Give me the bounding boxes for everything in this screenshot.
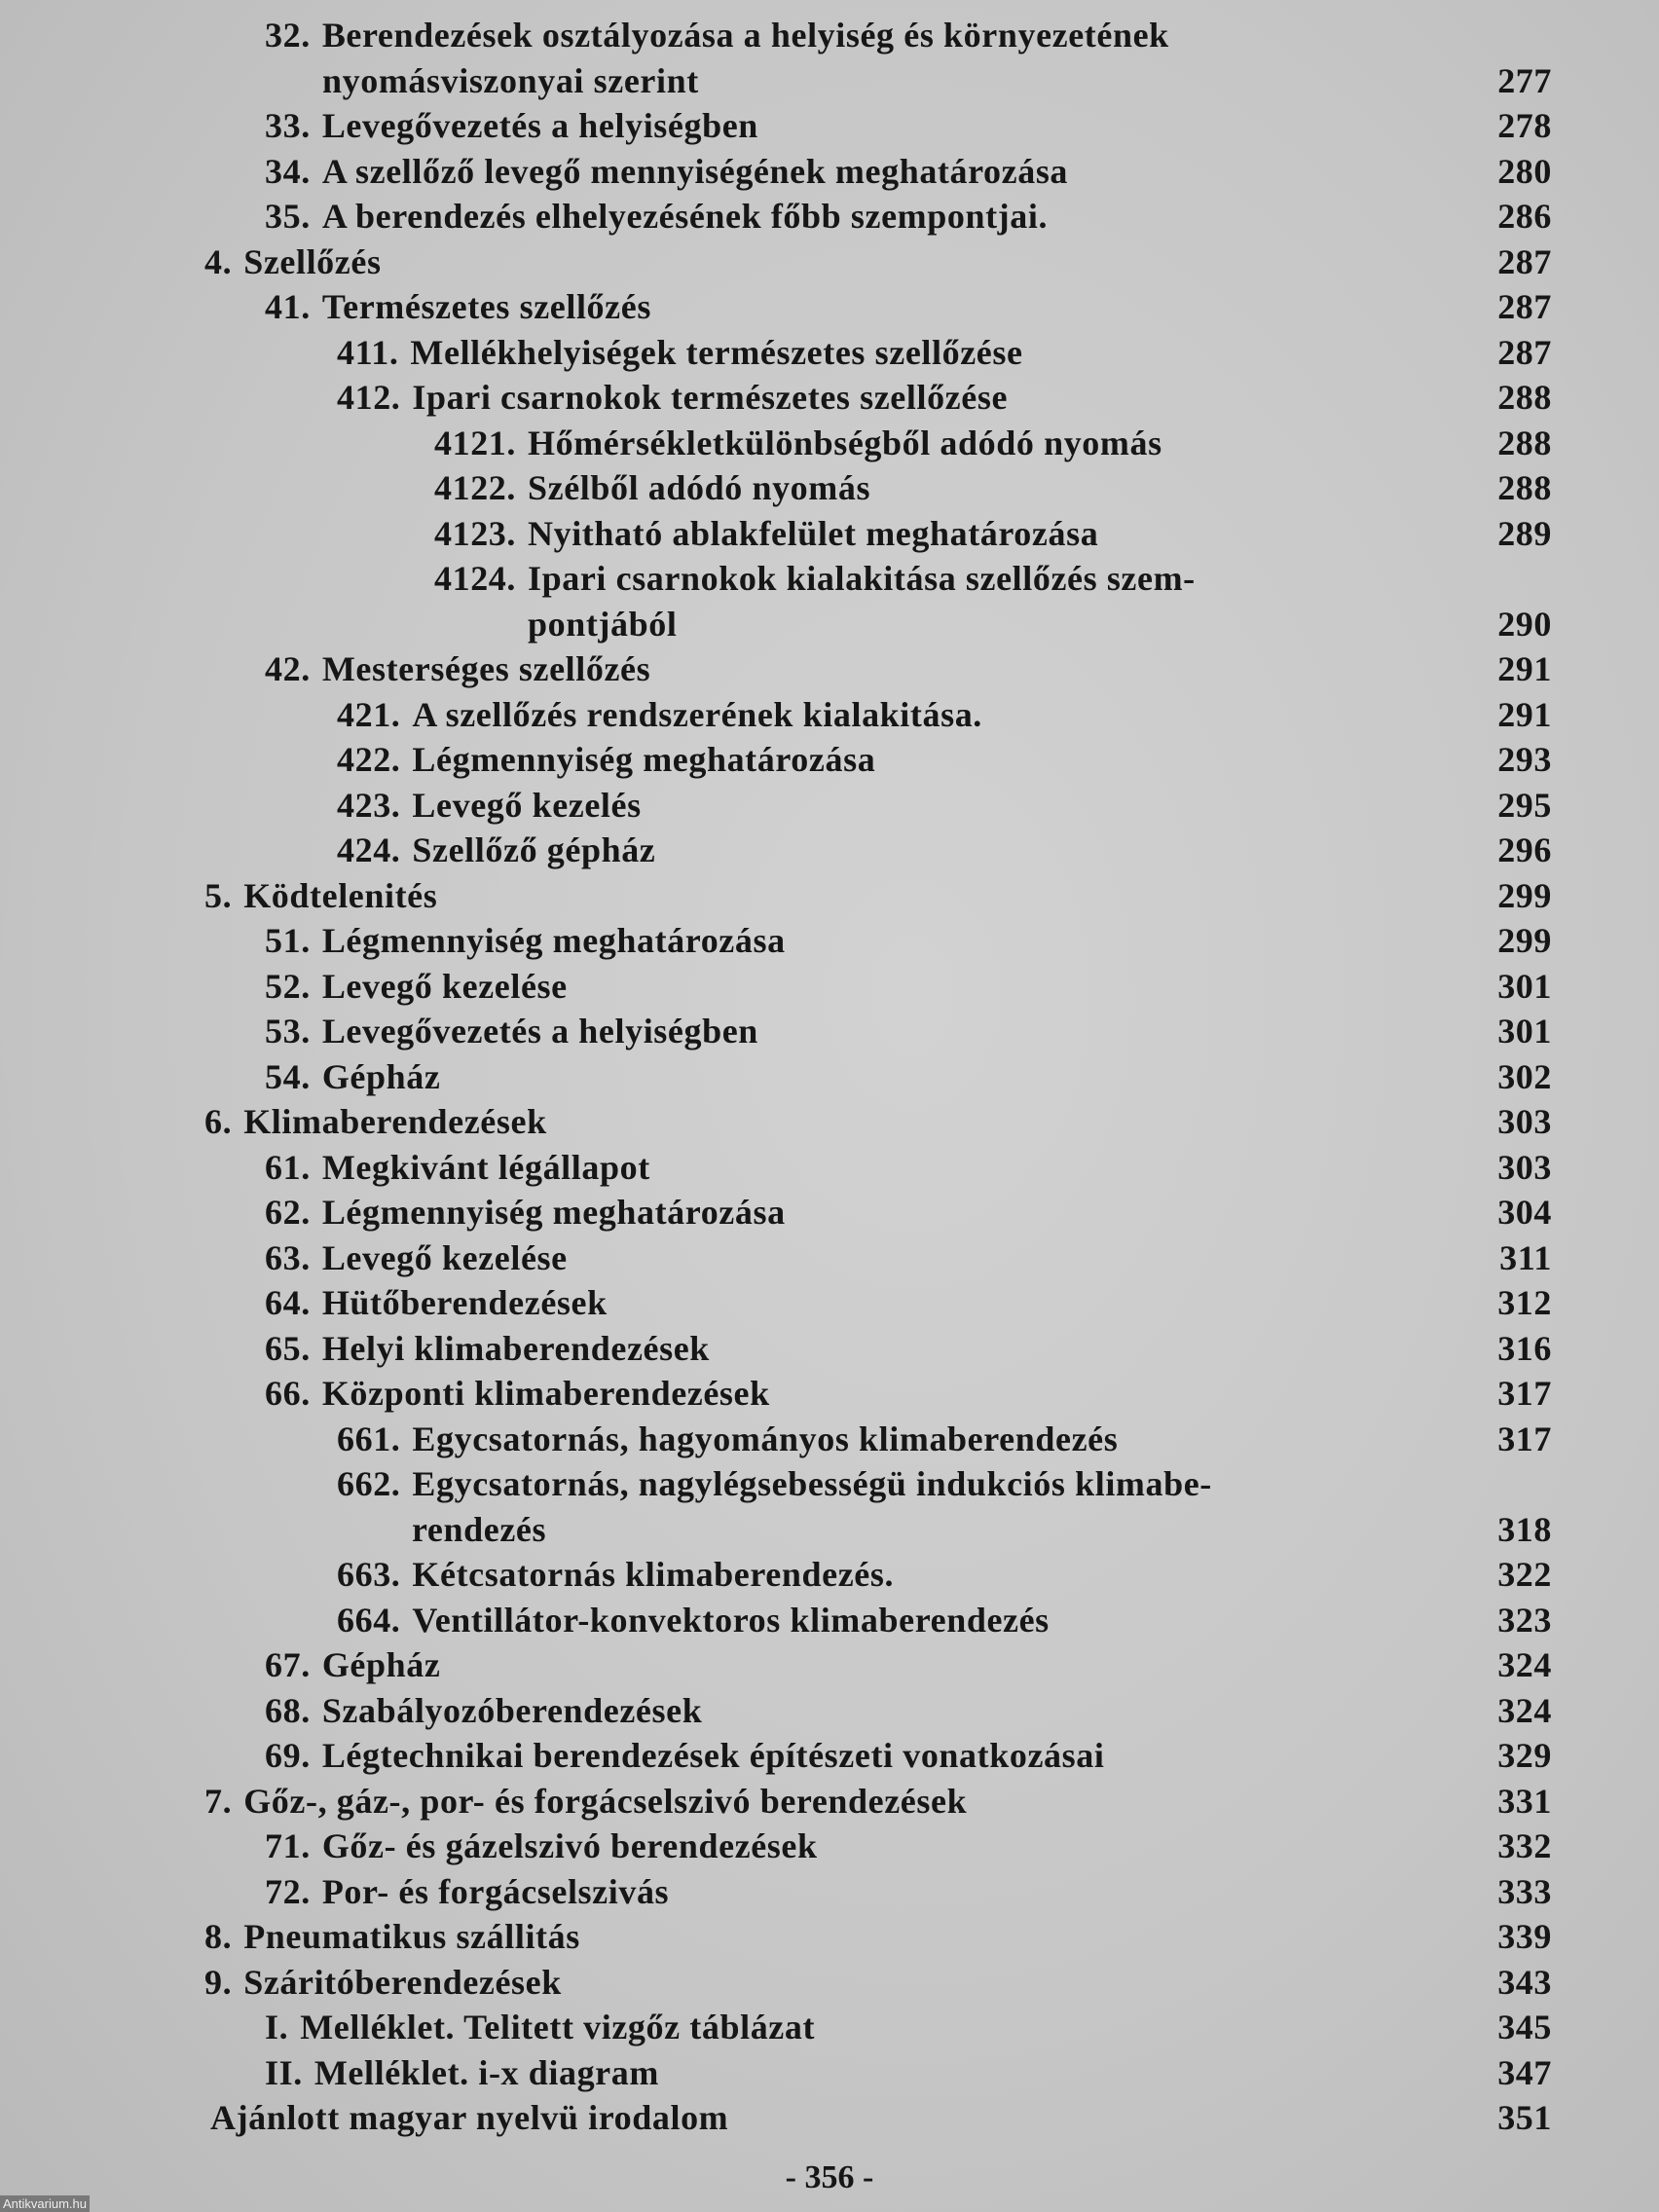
toc-entry-number: 41. (265, 287, 311, 326)
dot-leader (663, 285, 1437, 328)
toc-entry-title: Nyitható ablakfelület meghatározása (528, 513, 1099, 553)
toc-entry-title: Légmennyiség meghatározása (412, 740, 876, 779)
dot-leader (579, 1236, 1437, 1279)
toc-entry-page: 331 (1497, 1781, 1552, 1821)
dot-leader (453, 1055, 1437, 1098)
toc-entry-title: Levegővezetés a helyiségben (321, 1012, 758, 1051)
toc-entry-number: 662. (337, 1464, 401, 1503)
dot-leader (1019, 376, 1437, 419)
toc-entry-page: 333 (1497, 1871, 1552, 1911)
toc-entry-page: 299 (1497, 921, 1552, 960)
dot-leader (978, 1780, 1437, 1823)
toc-entry-page: 303 (1497, 1102, 1552, 1141)
toc-entry-number: 5. (204, 875, 233, 915)
toc-entry-number: 661. (337, 1419, 401, 1458)
toc-entry-title: Mellékhelyiségek természetes szellőzése (410, 332, 1023, 372)
toc-entry-page: 322 (1497, 1555, 1552, 1594)
toc-entry-page: 302 (1497, 1056, 1552, 1096)
toc-entry-page: 277 (1497, 60, 1552, 100)
dot-leader (1060, 1599, 1437, 1641)
toc-entry-page: 288 (1497, 378, 1552, 417)
toc-entry-page: 324 (1497, 1645, 1552, 1684)
toc-entry-number: 54. (265, 1056, 311, 1096)
toc-entry-number: 51. (265, 921, 311, 960)
toc-entry-page: 295 (1497, 785, 1552, 825)
toc-entry-number: 4123. (434, 513, 516, 553)
toc-entry-title: Természetes szellőzés (321, 287, 651, 326)
toc-entry-number: 63. (265, 1237, 311, 1277)
dot-leader (740, 2096, 1437, 2139)
toc-entry-page: 296 (1497, 830, 1552, 869)
toc-entry-number: II. (265, 2052, 303, 2092)
toc-entry-page: 287 (1497, 241, 1552, 281)
toc-entry-number: 34. (265, 151, 311, 191)
toc-entry-number: 412. (337, 378, 401, 417)
dot-leader (1034, 331, 1437, 374)
dot-leader (453, 1643, 1437, 1686)
toc-entry-page: 317 (1497, 1419, 1552, 1458)
toc-entry-page: 304 (1497, 1193, 1552, 1232)
toc-entry-number: 68. (265, 1690, 311, 1730)
toc-entry-title: Megkivánt légállapot (321, 1147, 650, 1187)
dot-leader (671, 2051, 1437, 2094)
toc-entry-title: Szabályozóberendezések (321, 1690, 703, 1730)
toc-entry-number: 53. (265, 1012, 311, 1051)
toc-entry-number: 422. (337, 740, 401, 779)
dot-leader (905, 1553, 1437, 1596)
toc-entry-title: Melléklet. Telitett vizgőz táblázat (300, 2008, 816, 2046)
toc-entry-page: 288 (1497, 423, 1552, 462)
toc-entry-page: 287 (1497, 332, 1552, 372)
toc-entry-title: Szélből adódó nyomás (528, 468, 871, 507)
page-number-footer: - 356 - (785, 2159, 874, 2195)
toc-entry-title: A szellőzés rendszerének kialakitása. (412, 694, 982, 734)
toc-entry-page: 312 (1497, 1283, 1552, 1322)
toc-entry-continuation: rendezés (412, 1509, 547, 1549)
toc-entry-number: 6. (204, 1102, 233, 1141)
toc-entry-page: 323 (1497, 1600, 1552, 1640)
dot-leader (662, 647, 1437, 690)
toc-entry-page: 317 (1497, 1374, 1552, 1413)
toc-entry-number: 35. (265, 197, 311, 236)
toc-entry-number: 62. (265, 1193, 311, 1232)
dot-leader (1080, 150, 1437, 193)
toc-entry-number: 4122. (434, 468, 516, 507)
toc-entry-title: Mesterséges szellőzés (321, 649, 651, 688)
toc-entry-number: 67. (265, 1645, 311, 1684)
toc-entry-title: Ajánlott magyar nyelvü irodalom (210, 2098, 729, 2137)
dot-leader (827, 2006, 1437, 2048)
toc-entry-number: 8. (204, 1917, 233, 1956)
toc-entry-title: Ködtelenités (243, 875, 438, 915)
toc-entry-page: 287 (1497, 287, 1552, 326)
toc-entry-page: 345 (1497, 2008, 1552, 2046)
toc-entry-page: 278 (1497, 106, 1552, 145)
toc-entry-number: 424. (337, 830, 401, 869)
toc-entry-page: 316 (1497, 1328, 1552, 1368)
toc-entry-title: Klimaberendezések (243, 1102, 547, 1141)
toc-entry-page: 303 (1497, 1147, 1552, 1187)
toc-entry-number: 9. (204, 1962, 233, 2002)
toc-entry-number: 664. (337, 1600, 401, 1640)
dot-leader (770, 1010, 1437, 1052)
toc-entry-title: Gépház (321, 1645, 441, 1684)
dot-leader (579, 965, 1437, 1008)
toc-entry-title: Gépház (321, 1056, 441, 1096)
toc-entry-page: 351 (1497, 2098, 1552, 2137)
toc-entry-title: Kétcsatornás klimaberendezés. (412, 1555, 895, 1594)
dot-leader (667, 829, 1437, 871)
toc-entry-number: 61. (265, 1147, 311, 1187)
toc-entry-title: Légmennyiség meghatározása (321, 921, 786, 960)
toc-entry-number: 71. (265, 1826, 311, 1865)
toc-entry-title: Helyi klimaberendezések (321, 1328, 710, 1368)
toc-entry-page: 332 (1497, 1826, 1552, 1865)
toc-entry-page: 289 (1497, 513, 1552, 553)
dot-leader (770, 104, 1437, 147)
dot-leader (882, 466, 1437, 509)
dot-leader (559, 1100, 1437, 1143)
dot-leader (797, 919, 1437, 962)
dot-leader (1174, 422, 1437, 464)
toc-entry-page: 286 (1497, 197, 1552, 236)
watermark: Antikvarium.hu (0, 2195, 90, 2212)
dot-leader (592, 1915, 1437, 1958)
toc-entry-page: 280 (1497, 151, 1552, 191)
toc-entry-number: 65. (265, 1328, 311, 1368)
toc-entry-page: 290 (1497, 604, 1552, 644)
toc-entry-title: Levegő kezelése (321, 966, 568, 1006)
dot-leader (662, 1146, 1437, 1189)
toc-entry-page: 329 (1497, 1736, 1552, 1775)
dot-leader (688, 603, 1437, 645)
toc-entry-number: I. (265, 2008, 289, 2046)
toc-entry-number: 4121. (434, 423, 516, 462)
toc-entry-title: Egycsatornás, nagylégsebességü indukciós klimabe- (412, 1464, 1212, 1503)
toc-entry-page: 343 (1497, 1962, 1552, 2002)
toc-entry-title: Por- és forgácselszivás (321, 1871, 670, 1911)
toc-entry-title: Száritóberendezések (243, 1962, 562, 2002)
toc-entry-title: Gőz-, gáz-, por- és forgácselszivó berendezések (243, 1781, 968, 1821)
toc-entry-number: 411. (337, 332, 399, 372)
toc-entry (434, 557, 1552, 600)
toc-entry-title: Hütőberendezések (321, 1283, 608, 1322)
dot-leader (558, 1508, 1437, 1551)
toc-entry-page: 301 (1497, 1012, 1552, 1051)
dot-leader (887, 738, 1437, 781)
dot-leader (619, 1281, 1437, 1324)
toc-entry-page: 324 (1497, 1690, 1552, 1730)
toc-entry-page: 347 (1497, 2052, 1552, 2092)
toc-entry-number: 663. (337, 1555, 401, 1594)
toc-entry (265, 14, 1552, 56)
toc-entry-number: 72. (265, 1871, 311, 1911)
toc-entry-number: 66. (265, 1374, 311, 1413)
dot-leader (1117, 1734, 1437, 1777)
dot-leader (681, 1870, 1437, 1913)
toc-entry-title: A szellőző levegő mennyiségének meghatározása (321, 151, 1069, 191)
dot-leader (449, 874, 1437, 917)
toc-entry-title: Ventillátor-konvektoros klimaberendezés (412, 1600, 1050, 1640)
toc-entry-number: 69. (265, 1736, 311, 1775)
toc-entry-number: 7. (204, 1781, 233, 1821)
dot-leader (830, 1825, 1437, 1867)
toc-entry-number: 52. (265, 966, 311, 1006)
toc-entry-continuation: pontjából (528, 604, 678, 644)
toc-entry-number: 64. (265, 1283, 311, 1322)
dot-leader (797, 1191, 1437, 1234)
dot-leader (721, 1327, 1437, 1370)
toc-entry-number: 4124. (434, 559, 516, 598)
toc-entry-title: Központi klimaberendezések (321, 1374, 770, 1413)
toc-entry-page: 293 (1497, 740, 1552, 779)
dot-leader (711, 59, 1437, 102)
toc-entry-page: 318 (1497, 1509, 1552, 1549)
toc-entry-page: 311 (1499, 1237, 1552, 1277)
toc-entry-title: Légmennyiség meghatározása (321, 1193, 786, 1232)
toc-entry-title: Ipari csarnokok természetes szellőzése (412, 378, 1009, 417)
toc-entry-number: 33. (265, 106, 311, 145)
toc-entry-page: 339 (1497, 1917, 1552, 1956)
dot-leader (1110, 512, 1437, 555)
toc-entry-title: Légtechnikai berendezések építészeti vonatkozásai (321, 1736, 1105, 1775)
dot-leader (782, 1372, 1437, 1415)
toc-entry (337, 1462, 1552, 1505)
toc-entry-page: 291 (1497, 649, 1552, 688)
dot-leader (652, 784, 1437, 827)
toc-entry-title: A berendezés elhelyezésének főbb szempontjai. (321, 197, 1049, 236)
toc-entry-title: Melléklet. i-x diagram (313, 2052, 659, 2092)
dot-leader (1059, 195, 1437, 238)
toc-entry-title: Gőz- és gázelszivó berendezések (321, 1826, 818, 1865)
toc-entry-title: Berendezések osztályozása a helyiség és környezetének (321, 16, 1169, 55)
dot-leader (994, 693, 1437, 736)
toc-entry-title: Pneumatikus szállitás (243, 1917, 580, 1956)
dot-leader (573, 1961, 1437, 2004)
dot-leader (715, 1689, 1437, 1732)
toc-entry-number: 32. (265, 16, 311, 55)
toc-entry-number: 42. (265, 649, 311, 688)
toc-entry-number: 4. (204, 241, 233, 281)
dot-leader (1129, 1418, 1437, 1460)
toc-entry-title: Ipari csarnokok kialakitása szellőzés szem- (528, 559, 1196, 598)
toc-entry-title: Levegővezetés a helyiségben (321, 106, 758, 145)
toc-entry-continuation: nyomásviszonyai szerint (322, 60, 699, 100)
toc-entry-page: 299 (1497, 875, 1552, 915)
toc-entry-title: Szellőző gépház (412, 830, 656, 869)
toc-entry-title: Levegő kezelése (321, 1237, 568, 1277)
toc-entry-title: Szellőzés (243, 241, 382, 281)
toc-entry-title: Hőmérsékletkülönbségből adódó nyomás (528, 423, 1162, 462)
toc-entry-number: 421. (337, 694, 401, 734)
toc-entry-page: 291 (1497, 694, 1552, 734)
toc-entry-page: 288 (1497, 468, 1552, 507)
dot-leader (392, 240, 1437, 283)
toc-entry-page: 301 (1497, 966, 1552, 1006)
toc-entry-title: Levegő kezelés (412, 785, 642, 825)
toc-entry-number: 423. (337, 785, 401, 825)
toc-entry-title: Egycsatornás, hagyományos klimaberendezés (412, 1419, 1119, 1458)
